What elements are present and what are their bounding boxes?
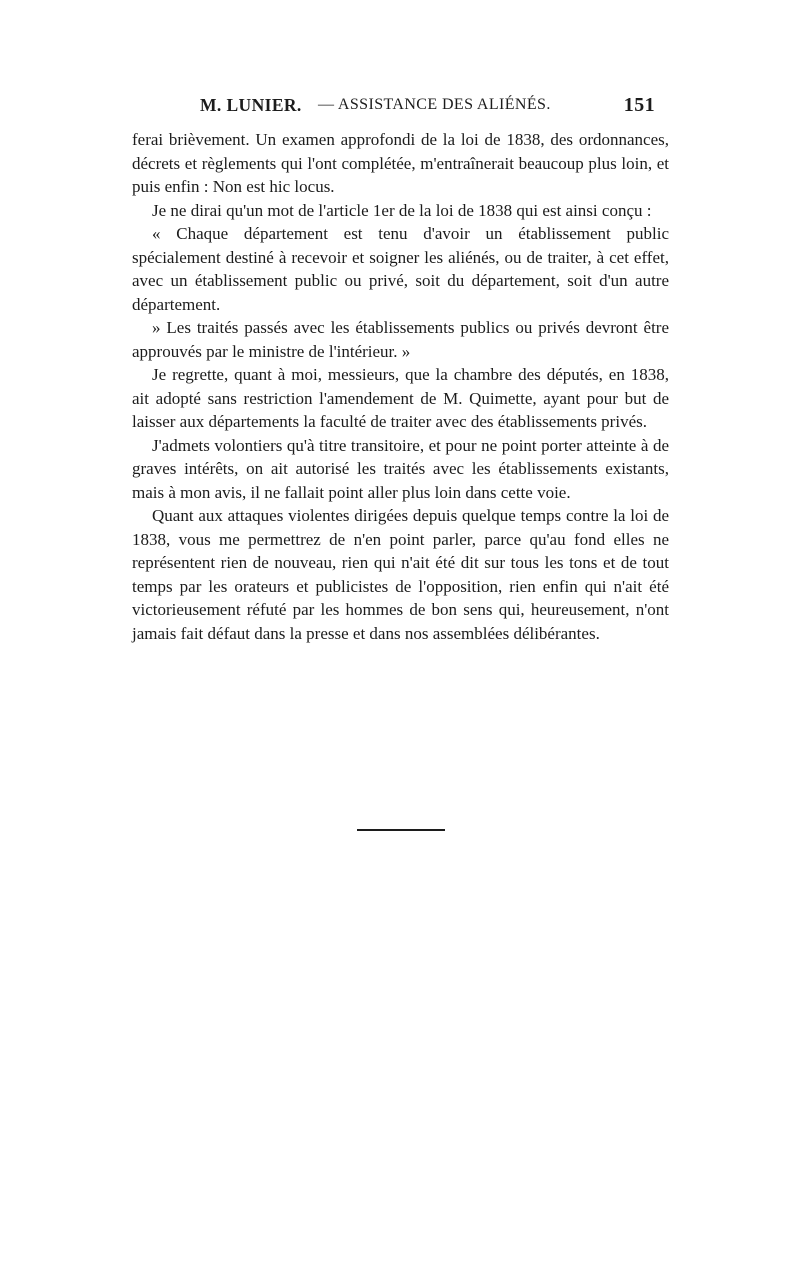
section-end-rule	[357, 829, 445, 831]
page-number: 151	[623, 94, 655, 116]
paragraph: Je regrette, quant à moi, messieurs, que la chambre des députés, en 1838, ait adopté sans restriction l'amendement de M. Quimette, ayant pour but de laisser aux départements la faculté de traiter avec des établissements privés.	[132, 365, 669, 431]
running-head-author: M. LUNIER.	[200, 95, 302, 115]
body-text	[132, 128, 669, 645]
paragraph-continuation: ferai brièvement. Un examen approfondi de la loi de 1838, des ordonnances, décrets et règlements qui l'ont complétée, m'entraînerait beaucoup plus loin, et puis enfin : Non est hic locus.	[132, 130, 669, 196]
quotation-paragraph: « Chaque département est tenu d'avoir un établissement public spécialement destiné à recevoir et soigner les aliénés, ou de traiter, à cet effet, avec un établissement public ou privé, soit du département, soit d'un autre département.	[132, 224, 669, 314]
paragraph: Quant aux attaques violentes dirigées depuis quelque temps contre la loi de 1838, vous me permettrez de n'en point parler, parce qu'au fond elles ne représentent rien de nouveau, rien qui n'ait été dit sur tous les tons et de tout temps par les orateurs et publicistes de l'opposition, rien enfin qui n'ait été victorieusement réfuté par les hommes de bon sens qui, heureusement, n'ont jamais fait défaut dans la presse et dans nos assemblées délibérantes.	[132, 506, 669, 643]
quotation-paragraph: » Les traités passés avec les établissements publics ou privés devront être approuvés par le ministre de l'intérieur. »	[132, 318, 669, 361]
running-head	[200, 92, 655, 118]
paragraph: Je ne dirai qu'un mot de l'article 1er de la loi de 1838 qui est ainsi conçu :	[152, 200, 652, 220]
paragraph: J'admets volontiers qu'à titre transitoire, et pour ne point porter atteinte à de graves intérêts, on ait autorisé les traités avec les établissements existants, mais à mon avis, il ne fallait point aller plus loin dans cette voie.	[132, 435, 669, 502]
running-head-title: — ASSISTANCE DES ALIÉNÉS.	[318, 96, 551, 113]
